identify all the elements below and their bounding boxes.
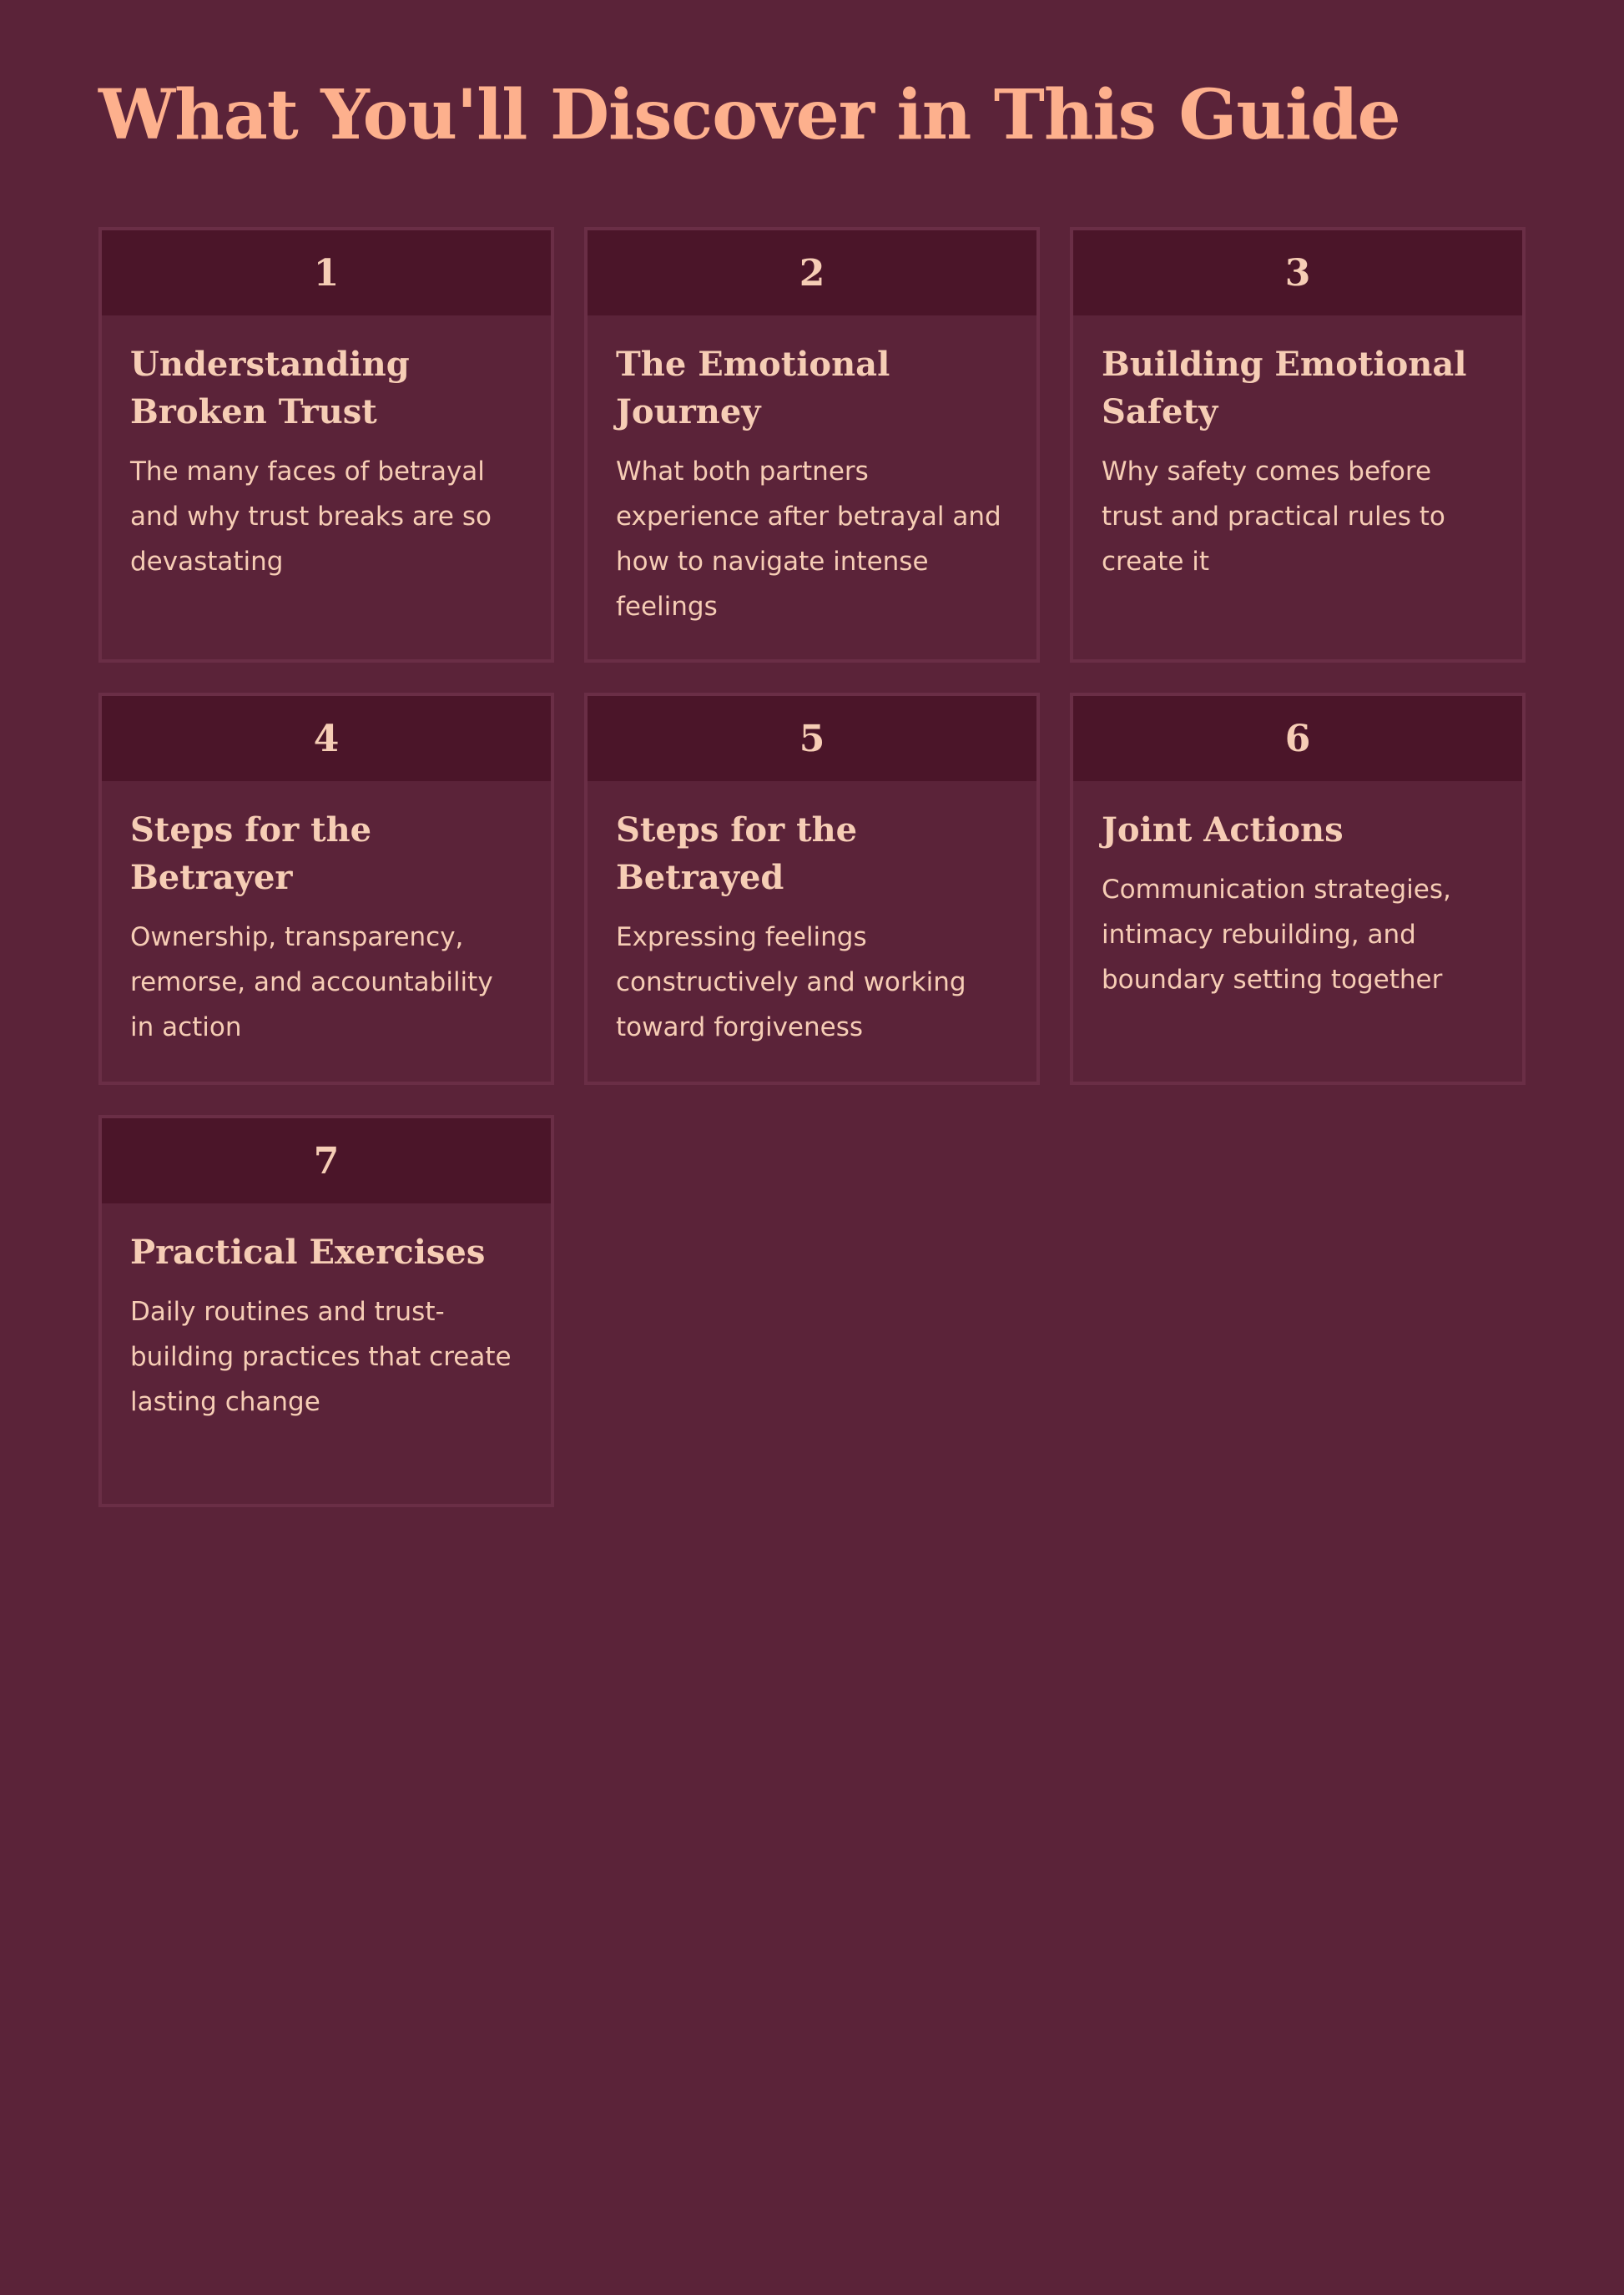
card-description: Ownership, transparency, remorse, and accountability in action	[130, 922, 493, 1042]
card-title: Steps for the Betrayer	[130, 810, 372, 897]
card-description: Communication strategies, intimacy rebuilding, and boundary setting together	[1102, 875, 1451, 995]
card-description: Why safety comes before trust and practical rules to create it	[1102, 456, 1445, 577]
card-number: 1	[102, 230, 551, 315]
topic-card	[584, 693, 1040, 1085]
topic-card	[1070, 227, 1526, 663]
card-title: The Emotional Journey	[616, 345, 890, 431]
card-title: Practical Exercises	[130, 1233, 486, 1272]
card-number: 2	[588, 230, 1036, 315]
topic-card	[98, 227, 554, 663]
card-number: 7	[102, 1118, 551, 1203]
card-description: The many faces of betrayal and why trust breaks are so devastating	[130, 456, 492, 577]
topic-card	[98, 693, 554, 1085]
card-title: Building Emotional Safety	[1102, 345, 1467, 431]
card-title: Understanding Broken Trust	[130, 345, 410, 431]
card-number: 3	[1073, 230, 1522, 315]
card-description: What both partners experience after betrayal and how to navigate intense feelings	[616, 456, 1001, 622]
topic-card	[1070, 693, 1526, 1085]
topic-card	[98, 1115, 554, 1507]
topic-card	[584, 227, 1040, 663]
card-title: Joint Actions	[1102, 810, 1344, 850]
card-description: Daily routines and trust-building practices that create lasting change	[130, 1297, 512, 1417]
card-title: Steps for the Betrayed	[616, 810, 858, 897]
card-number: 6	[1073, 696, 1522, 781]
card-number: 5	[588, 696, 1036, 781]
page-title: What You'll Discover in This Guide	[98, 75, 1400, 155]
card-description: Expressing feelings constructively and working toward forgiveness	[616, 922, 966, 1042]
card-number: 4	[102, 696, 551, 781]
topics-grid	[98, 227, 1526, 1507]
